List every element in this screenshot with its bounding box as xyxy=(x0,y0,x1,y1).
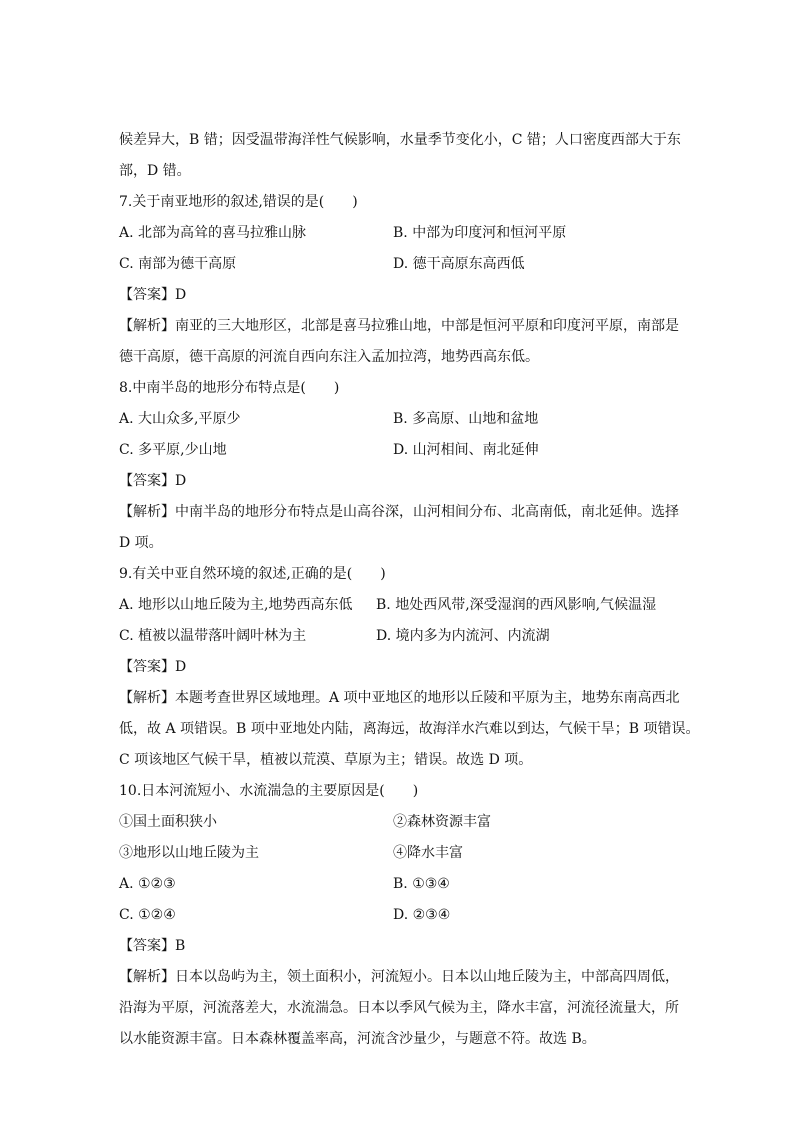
question-9-analysis-line-1: 【解析】本题考查世界区域地理。A 项中亚地区的地形以丘陵和平原为主，地势东南高西北 xyxy=(119,690,680,706)
question-10-option-a: A. ①②③ xyxy=(119,876,176,892)
question-7-answer: 【答案】D xyxy=(119,287,187,303)
question-7-option-a: A. 北部为高耸的喜马拉雅山脉 xyxy=(119,225,307,241)
prev-explanation-line-2: 部，D 错。 xyxy=(119,163,191,179)
question-10-answer: 【答案】B xyxy=(119,938,186,954)
question-7-option-c: C. 南部为德干高原 xyxy=(119,256,237,272)
question-10-item-2: ②森林资源丰富 xyxy=(393,814,491,830)
question-7-option-b: B. 中部为印度河和恒河平原 xyxy=(393,225,567,241)
question-10-item-1: ①国土面积狭小 xyxy=(119,814,217,830)
question-8-stem: 8.中南半岛的地形分布特点是( ) xyxy=(119,380,340,396)
question-9-analysis-line-2: 低，故 A 项错误。B 项中亚地处内陆，离海远，故海洋水汽难以到达，气候干旱；B 项错误。 xyxy=(119,721,700,737)
question-8-option-d: D. 山河相间、南北延伸 xyxy=(393,442,539,458)
question-10-analysis-line-2: 沿海为平原，河流落差大，水流湍急。日本以季风气候为主，降水丰富，河流径流量大，所 xyxy=(119,1000,679,1016)
question-8-option-b: B. 多高原、山地和盆地 xyxy=(393,411,539,427)
prev-explanation-line-1: 候差异大，B 错；因受温带海洋性气候影响，水量季节变化小，C 错；人口密度西部大于东 xyxy=(119,132,681,148)
question-10-item-3: ③地形以山地丘陵为主 xyxy=(119,845,259,861)
question-10-analysis-line-3: 以水能资源丰富。日本森林覆盖率高，河流含沙量少，与题意不符。故选 B。 xyxy=(119,1031,596,1047)
question-7-analysis-line-1: 【解析】南亚的三大地形区，北部是喜马拉雅山地，中部是恒河平原和印度河平原，南部是 xyxy=(119,318,679,334)
question-8-answer: 【答案】D xyxy=(119,473,187,489)
question-8-analysis-line-1: 【解析】中南半岛的地形分布特点是山高谷深，山河相间分布、北高南低，南北延伸。选择 xyxy=(119,504,679,520)
question-7-option-d: D. 德干高原东高西低 xyxy=(393,256,525,272)
question-9-option-d: D. 境内多为内流河、内流湖 xyxy=(376,628,550,644)
question-10-option-c: C. ①②④ xyxy=(119,907,176,923)
question-7-stem: 7.关于南亚地形的叙述,错误的是( ) xyxy=(119,194,358,210)
question-8-option-a: A. 大山众多,平原少 xyxy=(119,411,241,427)
question-9-analysis-line-3: C 项该地区气候干旱，植被以荒漠、草原为主；错误。故选 D 项。 xyxy=(119,752,533,768)
question-10-option-d: D. ②③④ xyxy=(393,907,451,923)
question-10-analysis-line-1: 【解析】日本以岛屿为主，领土面积小，河流短小。日本以山地丘陵为主，中部高四周低， xyxy=(119,969,679,985)
question-10-item-4: ④降水丰富 xyxy=(393,845,463,861)
question-9-stem: 9.有关中亚自然环境的叙述,正确的是( ) xyxy=(119,566,386,582)
question-7-analysis-line-2: 德干高原，德干高原的河流自西向东注入孟加拉湾，地势西高东低。 xyxy=(119,349,539,365)
question-10-option-b: B. ①③④ xyxy=(393,876,450,892)
question-10-stem: 10.日本河流短小、水流湍急的主要原因是( ) xyxy=(119,783,419,799)
question-9-answer: 【答案】D xyxy=(119,659,187,675)
question-9-option-c: C. 植被以温带落叶阔叶林为主 xyxy=(119,628,307,644)
question-9-option-a: A. 地形以山地丘陵为主,地势西高东低 xyxy=(119,597,353,613)
question-8-option-c: C. 多平原,少山地 xyxy=(119,442,227,458)
question-9-option-b: B. 地处西风带,深受湿润的西风影响,气候温湿 xyxy=(376,597,657,613)
question-8-analysis-line-2: D 项。 xyxy=(119,535,163,551)
